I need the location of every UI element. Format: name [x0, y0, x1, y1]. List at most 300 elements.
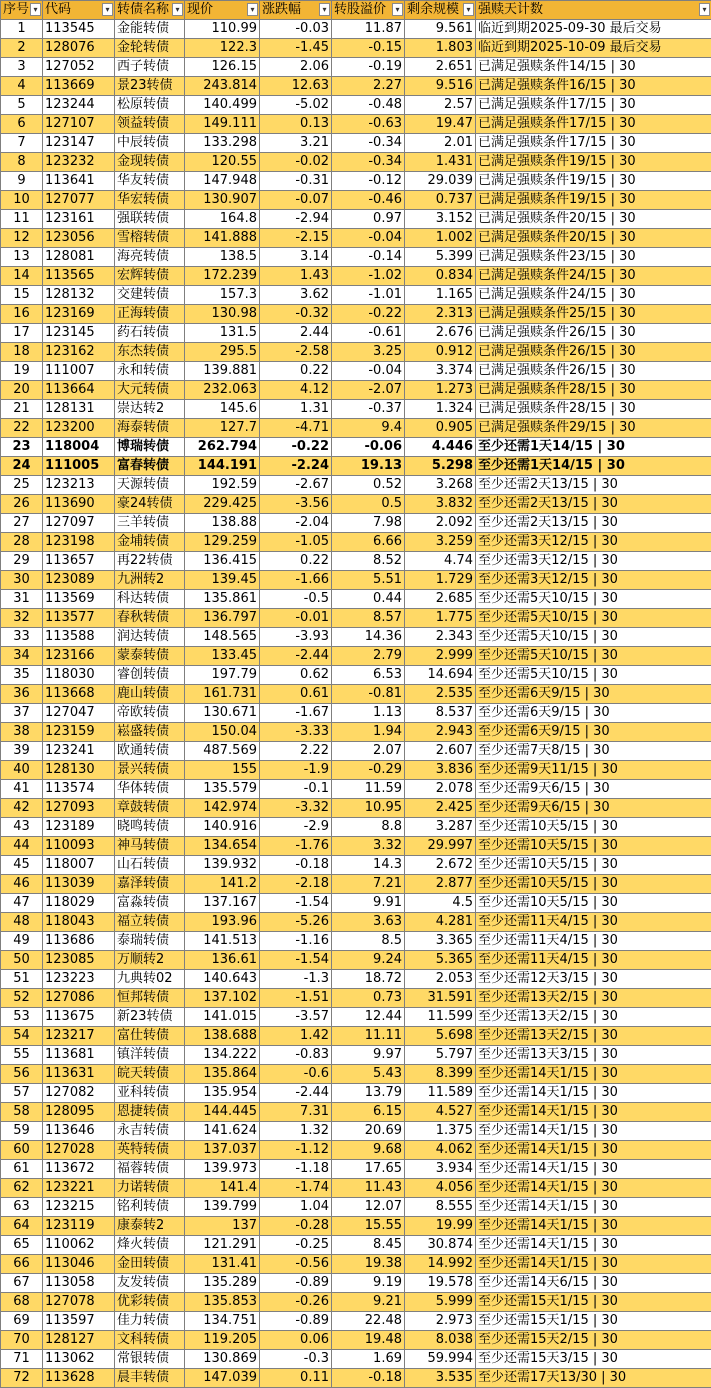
table-cell[interactable]: 136.415 [185, 552, 260, 571]
table-cell[interactable]: 5.43 [332, 1065, 405, 1084]
table-cell[interactable]: 3.365 [405, 932, 476, 951]
table-cell[interactable]: 2.07 [332, 742, 405, 761]
table-cell[interactable]: -2.9 [260, 818, 332, 837]
table-cell[interactable]: 141.513 [185, 932, 260, 951]
table-cell[interactable]: 130.907 [185, 191, 260, 210]
table-cell[interactable]: -1.54 [260, 894, 332, 913]
table-cell[interactable]: -0.26 [260, 1293, 332, 1312]
table-cell[interactable]: 至少还需14天1/15 | 30 [476, 1255, 711, 1274]
table-cell[interactable]: 至少还需11天4/15 | 30 [476, 932, 711, 951]
table-cell[interactable]: -3.33 [260, 723, 332, 742]
table-cell[interactable]: 35 [1, 666, 43, 685]
table-cell[interactable]: 262.794 [185, 438, 260, 457]
table-cell[interactable]: 123159 [43, 723, 115, 742]
table-cell[interactable]: 8.537 [405, 704, 476, 723]
table-cell[interactable]: -2.94 [260, 210, 332, 229]
table-cell[interactable]: 晓鸣转债 [115, 818, 185, 837]
table-cell[interactable]: 已满足强赎条件16/15 | 30 [476, 77, 711, 96]
table-cell[interactable]: 已满足强赎条件28/15 | 30 [476, 381, 711, 400]
table-cell[interactable]: 137 [185, 1217, 260, 1236]
table-cell[interactable]: 134.222 [185, 1046, 260, 1065]
table-cell[interactable]: -0.6 [260, 1065, 332, 1084]
table-cell[interactable]: 临近到期2025-10-09 最后交易 [476, 39, 711, 58]
table-cell[interactable]: 127077 [43, 191, 115, 210]
table-cell[interactable]: 113631 [43, 1065, 115, 1084]
table-cell[interactable]: 已满足强赎条件24/15 | 30 [476, 267, 711, 286]
table-cell[interactable]: 49 [1, 932, 43, 951]
table-cell[interactable]: 123089 [43, 571, 115, 590]
table-cell[interactable]: 25 [1, 476, 43, 495]
table-cell[interactable]: 4.527 [405, 1103, 476, 1122]
table-cell[interactable]: 至少还需14天1/15 | 30 [476, 1084, 711, 1103]
table-cell[interactable]: 30.874 [405, 1236, 476, 1255]
table-cell[interactable]: 3.62 [260, 286, 332, 305]
table-cell[interactable]: -1.74 [260, 1179, 332, 1198]
table-cell[interactable]: 药石转债 [115, 324, 185, 343]
table-cell[interactable]: 至少还需17天13/30 | 30 [476, 1369, 711, 1388]
table-cell[interactable]: 123215 [43, 1198, 115, 1217]
table-cell[interactable]: 至少还需15天3/15 | 30 [476, 1350, 711, 1369]
table-cell[interactable]: 110093 [43, 837, 115, 856]
table-cell[interactable]: 2.877 [405, 875, 476, 894]
table-cell[interactable]: 137.037 [185, 1141, 260, 1160]
table-row[interactable] [1, 1274, 711, 1293]
table-cell[interactable]: 123200 [43, 419, 115, 438]
table-cell[interactable]: 141.624 [185, 1122, 260, 1141]
table-cell[interactable]: 8.399 [405, 1065, 476, 1084]
table-cell[interactable]: 7.98 [332, 514, 405, 533]
table-cell[interactable]: 123085 [43, 951, 115, 970]
table-cell[interactable]: 三羊转债 [115, 514, 185, 533]
table-cell[interactable]: 至少还需3天12/15 | 30 [476, 533, 711, 552]
table-cell[interactable]: 54 [1, 1027, 43, 1046]
table-cell[interactable]: 2.651 [405, 58, 476, 77]
column-header[interactable] [405, 1, 476, 20]
table-cell[interactable]: 140.499 [185, 96, 260, 115]
table-cell[interactable]: 春秋转债 [115, 609, 185, 628]
table-cell[interactable]: 29.997 [405, 837, 476, 856]
table-cell[interactable]: 万顺转2 [115, 951, 185, 970]
table-cell[interactable]: 36 [1, 685, 43, 704]
table-cell[interactable]: 2.79 [332, 647, 405, 666]
table-row[interactable] [1, 628, 711, 647]
table-cell[interactable]: 5.698 [405, 1027, 476, 1046]
table-cell[interactable]: 富淼转债 [115, 894, 185, 913]
table-cell[interactable]: 57 [1, 1084, 43, 1103]
table-cell[interactable]: 113574 [43, 780, 115, 799]
table-cell[interactable]: 1.775 [405, 609, 476, 628]
table-cell[interactable]: 164.8 [185, 210, 260, 229]
table-cell[interactable]: 1.002 [405, 229, 476, 248]
table-cell[interactable]: 27 [1, 514, 43, 533]
table-cell[interactable]: 136.61 [185, 951, 260, 970]
filter-dropdown-icon[interactable]: ▾ [30, 3, 41, 16]
table-cell[interactable]: 2.27 [332, 77, 405, 96]
table-cell[interactable]: -3.32 [260, 799, 332, 818]
table-cell[interactable]: 6.15 [332, 1103, 405, 1122]
table-cell[interactable]: 43 [1, 818, 43, 837]
table-cell[interactable]: -2.15 [260, 229, 332, 248]
table-cell[interactable]: 37 [1, 704, 43, 723]
table-cell[interactable]: 137.167 [185, 894, 260, 913]
table-cell[interactable]: 2.535 [405, 685, 476, 704]
table-cell[interactable]: 139.45 [185, 571, 260, 590]
table-cell[interactable]: 已满足强赎条件29/15 | 30 [476, 419, 711, 438]
table-cell[interactable]: 0.11 [260, 1369, 332, 1388]
table-cell[interactable]: 8 [1, 153, 43, 172]
table-cell[interactable]: -0.06 [332, 438, 405, 457]
table-cell[interactable]: 2.092 [405, 514, 476, 533]
table-cell[interactable]: 40 [1, 761, 43, 780]
table-cell[interactable]: 128130 [43, 761, 115, 780]
table-cell[interactable]: 23 [1, 438, 43, 457]
table-cell[interactable]: 至少还需13天2/15 | 30 [476, 989, 711, 1008]
table-cell[interactable]: 31.591 [405, 989, 476, 1008]
table-cell[interactable]: 至少还需10天5/15 | 30 [476, 818, 711, 837]
column-header[interactable] [1, 1, 43, 20]
table-cell[interactable]: 20.69 [332, 1122, 405, 1141]
table-cell[interactable]: 至少还需6天9/15 | 30 [476, 704, 711, 723]
table-row[interactable] [1, 913, 711, 932]
table-row[interactable] [1, 666, 711, 685]
table-row[interactable] [1, 590, 711, 609]
table-cell[interactable]: 已满足强赎条件19/15 | 30 [476, 191, 711, 210]
table-row[interactable] [1, 1122, 711, 1141]
table-cell[interactable]: 19 [1, 362, 43, 381]
table-cell[interactable]: -0.81 [332, 685, 405, 704]
table-cell[interactable]: 已满足强赎条件26/15 | 30 [476, 343, 711, 362]
table-row[interactable] [1, 780, 711, 799]
table-cell[interactable]: 139.932 [185, 856, 260, 875]
table-row[interactable] [1, 1103, 711, 1122]
table-cell[interactable]: 113669 [43, 77, 115, 96]
table-cell[interactable]: 12.63 [260, 77, 332, 96]
table-cell[interactable]: 3.836 [405, 761, 476, 780]
table-cell[interactable]: -2.44 [260, 647, 332, 666]
table-cell[interactable]: 0.737 [405, 191, 476, 210]
table-cell[interactable]: 已满足强赎条件24/15 | 30 [476, 286, 711, 305]
table-cell[interactable]: 2 [1, 39, 43, 58]
table-cell[interactable]: 9.97 [332, 1046, 405, 1065]
table-cell[interactable]: 133.298 [185, 134, 260, 153]
table-cell[interactable]: 中辰转债 [115, 134, 185, 153]
table-cell[interactable]: 14.3 [332, 856, 405, 875]
table-cell[interactable]: 2.607 [405, 742, 476, 761]
table-cell[interactable]: 11.589 [405, 1084, 476, 1103]
table-cell[interactable]: 0.13 [260, 115, 332, 134]
table-cell[interactable]: 144.445 [185, 1103, 260, 1122]
table-cell[interactable]: 113545 [43, 20, 115, 39]
table-cell[interactable]: 1.04 [260, 1198, 332, 1217]
table-cell[interactable]: -0.14 [332, 248, 405, 267]
table-cell[interactable]: 139.973 [185, 1160, 260, 1179]
table-cell[interactable]: 晨丰转债 [115, 1369, 185, 1388]
table-cell[interactable]: 48 [1, 913, 43, 932]
table-cell[interactable]: 永和转债 [115, 362, 185, 381]
table-cell[interactable]: 已满足强赎条件17/15 | 30 [476, 115, 711, 134]
table-cell[interactable]: 镇洋转债 [115, 1046, 185, 1065]
table-cell[interactable]: 19.47 [405, 115, 476, 134]
table-cell[interactable]: 11.599 [405, 1008, 476, 1027]
table-cell[interactable]: 友发转债 [115, 1274, 185, 1293]
table-cell[interactable]: 14.992 [405, 1255, 476, 1274]
table-cell[interactable]: 豪24转债 [115, 495, 185, 514]
table-cell[interactable]: 63 [1, 1198, 43, 1217]
table-cell[interactable]: 30 [1, 571, 43, 590]
table-cell[interactable]: 113646 [43, 1122, 115, 1141]
table-cell[interactable]: -5.02 [260, 96, 332, 115]
table-cell[interactable]: 已满足强赎条件19/15 | 30 [476, 153, 711, 172]
table-cell[interactable]: 141.2 [185, 875, 260, 894]
table-cell[interactable]: 127082 [43, 1084, 115, 1103]
table-cell[interactable]: 11.43 [332, 1179, 405, 1198]
table-cell[interactable]: 8.57 [332, 609, 405, 628]
table-cell[interactable]: 已满足强赎条件14/15 | 30 [476, 58, 711, 77]
table-cell[interactable]: 41 [1, 780, 43, 799]
table-cell[interactable]: 47 [1, 894, 43, 913]
table-cell[interactable]: -1.02 [332, 267, 405, 286]
table-row[interactable] [1, 153, 711, 172]
table-cell[interactable]: 113675 [43, 1008, 115, 1027]
table-cell[interactable]: 52 [1, 989, 43, 1008]
table-cell[interactable]: 6 [1, 115, 43, 134]
table-cell[interactable]: 睿创转债 [115, 666, 185, 685]
table-cell[interactable]: 9.4 [332, 419, 405, 438]
table-cell[interactable]: 0.61 [260, 685, 332, 704]
table-row[interactable] [1, 419, 711, 438]
table-cell[interactable]: 11.87 [332, 20, 405, 39]
table-cell[interactable]: 已满足强赎条件20/15 | 30 [476, 229, 711, 248]
table-cell[interactable]: -2.24 [260, 457, 332, 476]
table-cell[interactable]: 至少还需14天1/15 | 30 [476, 1179, 711, 1198]
table-cell[interactable]: 1.165 [405, 286, 476, 305]
table-row[interactable] [1, 400, 711, 419]
table-cell[interactable]: 62 [1, 1179, 43, 1198]
table-cell[interactable]: -1.12 [260, 1141, 332, 1160]
table-row[interactable] [1, 1350, 711, 1369]
table-cell[interactable]: 东杰转债 [115, 343, 185, 362]
table-cell[interactable]: 26 [1, 495, 43, 514]
table-cell[interactable]: 229.425 [185, 495, 260, 514]
table-row[interactable] [1, 438, 711, 457]
table-cell[interactable]: 至少还需13天3/15 | 30 [476, 1046, 711, 1065]
table-row[interactable] [1, 210, 711, 229]
table-cell[interactable]: -0.37 [332, 400, 405, 419]
table-cell[interactable]: 157.3 [185, 286, 260, 305]
table-row[interactable] [1, 704, 711, 723]
table-cell[interactable]: 华宏转债 [115, 191, 185, 210]
table-cell[interactable]: 2.053 [405, 970, 476, 989]
table-cell[interactable]: -5.26 [260, 913, 332, 932]
table-row[interactable] [1, 932, 711, 951]
table-row[interactable] [1, 1236, 711, 1255]
table-row[interactable] [1, 1293, 711, 1312]
table-cell[interactable]: 皖天转债 [115, 1065, 185, 1084]
table-cell[interactable]: 17.65 [332, 1160, 405, 1179]
table-cell[interactable]: 1.13 [332, 704, 405, 723]
table-cell[interactable]: 135.861 [185, 590, 260, 609]
table-cell[interactable]: 113681 [43, 1046, 115, 1065]
table-cell[interactable]: 118043 [43, 913, 115, 932]
table-cell[interactable]: 113672 [43, 1160, 115, 1179]
table-cell[interactable]: 123221 [43, 1179, 115, 1198]
table-cell[interactable]: 至少还需1天14/15 | 30 [476, 457, 711, 476]
table-cell[interactable]: 127086 [43, 989, 115, 1008]
table-row[interactable] [1, 723, 711, 742]
table-cell[interactable]: 0.834 [405, 267, 476, 286]
table-row[interactable] [1, 951, 711, 970]
table-cell[interactable]: 大元转债 [115, 381, 185, 400]
table-cell[interactable]: 44 [1, 837, 43, 856]
table-cell[interactable]: 113565 [43, 267, 115, 286]
table-cell[interactable]: 1.273 [405, 381, 476, 400]
table-row[interactable] [1, 495, 711, 514]
table-cell[interactable]: 128076 [43, 39, 115, 58]
table-cell[interactable]: 已满足强赎条件26/15 | 30 [476, 362, 711, 381]
table-cell[interactable]: 九典转02 [115, 970, 185, 989]
table-cell[interactable]: 至少还需5天10/15 | 30 [476, 609, 711, 628]
table-cell[interactable]: -3.57 [260, 1008, 332, 1027]
table-cell[interactable]: 8.8 [332, 818, 405, 837]
table-cell[interactable]: -1.3 [260, 970, 332, 989]
table-cell[interactable]: 5.298 [405, 457, 476, 476]
table-cell[interactable]: 9.21 [332, 1293, 405, 1312]
table-cell[interactable]: 5.399 [405, 248, 476, 267]
table-cell[interactable]: 53 [1, 1008, 43, 1027]
table-cell[interactable]: 2.078 [405, 780, 476, 799]
table-cell[interactable]: 127.7 [185, 419, 260, 438]
table-cell[interactable]: 123161 [43, 210, 115, 229]
table-cell[interactable]: 129.259 [185, 533, 260, 552]
table-cell[interactable]: 15 [1, 286, 43, 305]
table-cell[interactable]: 2.57 [405, 96, 476, 115]
table-cell[interactable]: 135.954 [185, 1084, 260, 1103]
table-cell[interactable]: 127028 [43, 1141, 115, 1160]
filter-dropdown-icon[interactable]: ▾ [102, 3, 113, 16]
table-cell[interactable]: 至少还需6天9/15 | 30 [476, 723, 711, 742]
table-cell[interactable]: 11 [1, 210, 43, 229]
table-cell[interactable]: 至少还需14天1/15 | 30 [476, 1160, 711, 1179]
table-row[interactable] [1, 837, 711, 856]
table-cell[interactable]: 0.5 [332, 495, 405, 514]
table-cell[interactable]: -0.04 [332, 229, 405, 248]
table-row[interactable] [1, 761, 711, 780]
table-cell[interactable]: 123189 [43, 818, 115, 837]
table-cell[interactable]: 110.99 [185, 20, 260, 39]
table-cell[interactable]: 130.869 [185, 1350, 260, 1369]
table-cell[interactable]: 12 [1, 229, 43, 248]
table-cell[interactable]: 至少还需3天12/15 | 30 [476, 571, 711, 590]
table-cell[interactable]: 193.96 [185, 913, 260, 932]
table-row[interactable] [1, 229, 711, 248]
table-cell[interactable]: 118030 [43, 666, 115, 685]
column-header[interactable] [185, 1, 260, 20]
table-cell[interactable]: -0.48 [332, 96, 405, 115]
table-cell[interactable]: 5.365 [405, 951, 476, 970]
table-cell[interactable]: 29.039 [405, 172, 476, 191]
table-row[interactable] [1, 533, 711, 552]
table-row[interactable] [1, 324, 711, 343]
table-cell[interactable]: 2.01 [405, 134, 476, 153]
table-cell[interactable]: -1.66 [260, 571, 332, 590]
table-cell[interactable]: 已满足强赎条件17/15 | 30 [476, 96, 711, 115]
table-cell[interactable]: 西子转债 [115, 58, 185, 77]
table-cell[interactable]: 123241 [43, 742, 115, 761]
table-cell[interactable]: 128132 [43, 286, 115, 305]
table-cell[interactable]: 至少还需6天9/15 | 30 [476, 685, 711, 704]
table-cell[interactable]: 21 [1, 400, 43, 419]
table-cell[interactable]: 宏辉转债 [115, 267, 185, 286]
table-cell[interactable]: 已满足强赎条件25/15 | 30 [476, 305, 711, 324]
table-cell[interactable]: 50 [1, 951, 43, 970]
table-row[interactable] [1, 1312, 711, 1331]
table-cell[interactable]: 66 [1, 1255, 43, 1274]
table-cell[interactable]: -0.61 [332, 324, 405, 343]
table-cell[interactable]: 113588 [43, 628, 115, 647]
table-cell[interactable]: 至少还需3天12/15 | 30 [476, 552, 711, 571]
table-cell[interactable]: 113664 [43, 381, 115, 400]
table-cell[interactable]: -0.04 [332, 362, 405, 381]
table-row[interactable] [1, 77, 711, 96]
table-cell[interactable]: -1.16 [260, 932, 332, 951]
table-cell[interactable]: 113058 [43, 1274, 115, 1293]
table-cell[interactable]: 127107 [43, 115, 115, 134]
table-cell[interactable]: 0.73 [332, 989, 405, 1008]
table-cell[interactable]: 7.21 [332, 875, 405, 894]
table-cell[interactable]: 150.04 [185, 723, 260, 742]
table-cell[interactable]: 新23转债 [115, 1008, 185, 1027]
table-cell[interactable]: -3.56 [260, 495, 332, 514]
table-cell[interactable]: -0.1 [260, 780, 332, 799]
table-row[interactable] [1, 267, 711, 286]
table-cell[interactable]: 至少还需14天1/15 | 30 [476, 1122, 711, 1141]
table-cell[interactable]: 至少还需2天13/15 | 30 [476, 514, 711, 533]
table-cell[interactable]: -0.83 [260, 1046, 332, 1065]
table-cell[interactable]: 147.039 [185, 1369, 260, 1388]
table-cell[interactable]: 19.99 [405, 1217, 476, 1236]
table-cell[interactable]: -0.5 [260, 590, 332, 609]
table-cell[interactable]: 46 [1, 875, 43, 894]
table-cell[interactable]: 145.6 [185, 400, 260, 419]
table-cell[interactable]: 鹿山转债 [115, 685, 185, 704]
table-cell[interactable]: -0.46 [332, 191, 405, 210]
table-cell[interactable]: 130.98 [185, 305, 260, 324]
table-cell[interactable]: 2.943 [405, 723, 476, 742]
table-cell[interactable]: 14.36 [332, 628, 405, 647]
table-cell[interactable]: 20 [1, 381, 43, 400]
table-cell[interactable]: 140.916 [185, 818, 260, 837]
table-cell[interactable]: 至少还需10天5/15 | 30 [476, 856, 711, 875]
table-cell[interactable]: 139.881 [185, 362, 260, 381]
filter-dropdown-icon[interactable]: ▾ [247, 3, 258, 16]
table-cell[interactable]: 0.22 [260, 552, 332, 571]
table-cell[interactable]: 已满足强赎条件26/15 | 30 [476, 324, 711, 343]
table-cell[interactable]: 128081 [43, 248, 115, 267]
table-row[interactable] [1, 476, 711, 495]
table-cell[interactable]: 力诺转债 [115, 1179, 185, 1198]
table-row[interactable] [1, 799, 711, 818]
table-cell[interactable]: 4.5 [405, 894, 476, 913]
table-cell[interactable]: 126.15 [185, 58, 260, 77]
table-cell[interactable]: 134.751 [185, 1312, 260, 1331]
table-row[interactable] [1, 571, 711, 590]
table-cell[interactable]: 113690 [43, 495, 115, 514]
table-cell[interactable]: 161.731 [185, 685, 260, 704]
table-cell[interactable]: 45 [1, 856, 43, 875]
table-cell[interactable]: 140.643 [185, 970, 260, 989]
table-cell[interactable]: 59.994 [405, 1350, 476, 1369]
table-row[interactable] [1, 647, 711, 666]
